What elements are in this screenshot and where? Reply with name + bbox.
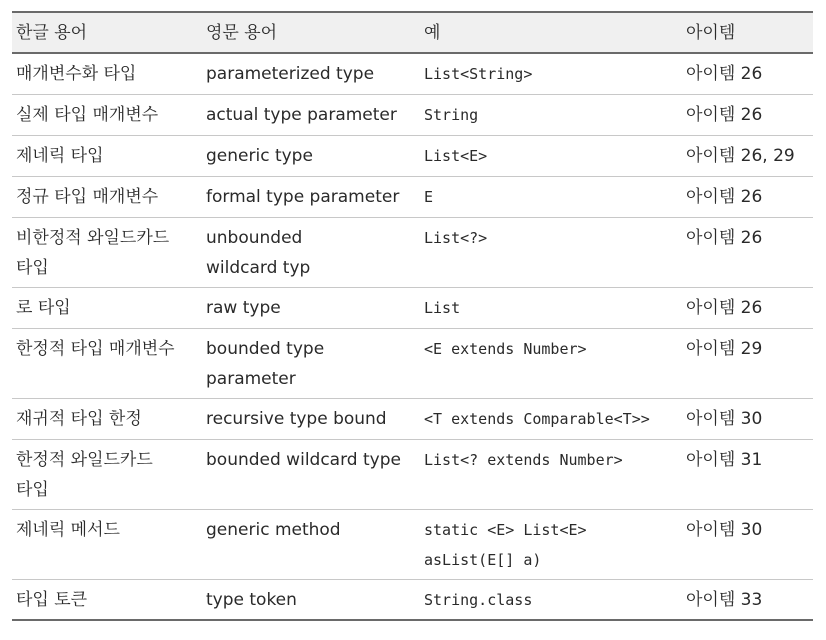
korean-term-cell: 재귀적 타입 한정	[16, 409, 142, 429]
item-reference-cell: 아이템 26	[686, 228, 763, 248]
english-term-cell: generic type	[206, 146, 313, 166]
item-reference-cell: 아이템 26	[686, 64, 763, 84]
header-korean-term: 한글 용어	[16, 22, 88, 43]
example-code-cell: <E extends Number>	[424, 340, 587, 358]
table-header-row	[12, 11, 813, 54]
example-code-cell: String.class	[424, 591, 533, 609]
table-row	[12, 54, 813, 95]
header-english-term: 영문 용어	[206, 22, 278, 43]
example-code-cell: List<? extends Number>	[424, 451, 623, 469]
item-reference-cell: 아이템 26	[686, 298, 763, 318]
table-row	[12, 218, 813, 288]
example-code-cell: List	[424, 299, 461, 317]
english-term-cell: bounded wildcard type	[206, 450, 401, 470]
item-reference-cell: 아이템 29	[686, 339, 763, 359]
table-row	[12, 399, 813, 440]
korean-term-cell: 제네릭 메서드	[16, 520, 120, 540]
table-row	[12, 440, 813, 510]
item-reference-cell: 아이템 31	[686, 450, 763, 470]
korean-term-cell: 타입 토큰	[16, 590, 88, 610]
table-row	[12, 95, 813, 136]
example-code-cell: List<String>	[424, 65, 533, 83]
english-term-cell: unbounded wildcard typ	[206, 228, 311, 278]
header-item: 아이템	[686, 22, 736, 43]
item-reference-cell: 아이템 30	[686, 520, 763, 540]
example-code-cell: <T extends Comparable<T>>	[424, 410, 650, 428]
item-reference-cell: 아이템 33	[686, 590, 763, 610]
item-reference-cell: 아이템 26, 29	[686, 146, 795, 166]
korean-term-cell: 비한정적 와일드카드 타입	[16, 228, 170, 278]
example-code-cell: List<E>	[424, 147, 488, 165]
korean-term-cell: 실제 타입 매개변수	[16, 105, 159, 125]
korean-term-cell: 한정적 타입 매개변수	[16, 339, 175, 359]
korean-term-cell: 매개변수화 타입	[16, 64, 137, 84]
table-row	[12, 177, 813, 218]
table-body	[12, 54, 813, 621]
korean-term-cell: 한정적 와일드카드 타입	[16, 450, 153, 500]
english-term-cell: bounded type parameter	[206, 339, 325, 389]
table-row	[12, 580, 813, 621]
example-code-cell: String	[424, 106, 479, 124]
table-row	[12, 329, 813, 399]
header-example: 예	[424, 22, 441, 43]
example-code-cell: static <E> List<E> asList(E[] a)	[424, 521, 587, 569]
english-term-cell: type token	[206, 590, 297, 610]
item-reference-cell: 아이템 26	[686, 187, 763, 207]
english-term-cell: parameterized type	[206, 64, 375, 84]
example-code-cell: E	[424, 188, 434, 206]
terminology-table	[12, 11, 813, 621]
item-reference-cell: 아이템 26	[686, 105, 763, 125]
item-reference-cell: 아이템 30	[686, 409, 763, 429]
english-term-cell: generic method	[206, 520, 341, 540]
table-row	[12, 288, 813, 329]
korean-term-cell: 로 타입	[16, 298, 71, 318]
english-term-cell: actual type parameter	[206, 105, 397, 125]
korean-term-cell: 정규 타입 매개변수	[16, 187, 159, 207]
english-term-cell: raw type	[206, 298, 281, 318]
english-term-cell: recursive type bound	[206, 409, 387, 429]
korean-term-cell: 제네릭 타입	[16, 146, 104, 166]
table-row	[12, 136, 813, 177]
table-row	[12, 510, 813, 580]
example-code-cell: List<?>	[424, 229, 488, 247]
english-term-cell: formal type parameter	[206, 187, 400, 207]
